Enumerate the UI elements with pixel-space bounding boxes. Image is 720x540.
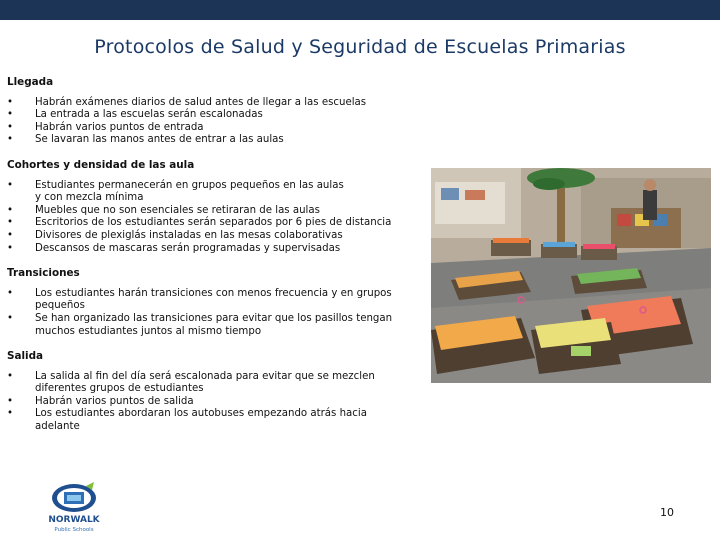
- list-item: • La salida al fin del día será escalonada para evitar que se mezclen diferentes grupos de estudiantes: [7, 371, 387, 396]
- list-item: • La entrada a las escuelas serán escalonadas: [7, 109, 412, 122]
- section-heading: Llegada: [7, 76, 54, 88]
- section-llegada: [7, 76, 412, 147]
- section-salida: [7, 350, 412, 434]
- classroom-photo: [431, 168, 711, 383]
- page-number: 10: [660, 506, 674, 519]
- svg-text:NORWALK: NORWALK: [48, 515, 100, 525]
- list-item: • Habrán varios puntos de salida: [7, 396, 387, 409]
- list-item: • Descansos de mascaras serán programadas y supervisadas: [7, 243, 352, 256]
- list-item: • Se han organizado las transiciones para evitar que los pasillos tengan muchos estudiantes juntos al mismo tiempo: [7, 313, 412, 338]
- norwalk-logo: [40, 478, 112, 536]
- bullet-list: [7, 371, 387, 434]
- slide-title: Protocolos de Salud y Seguridad de Escuelas Primarias: [94, 36, 626, 58]
- section-transiciones: [7, 267, 412, 338]
- list-item: • Habrán varios puntos de entrada: [7, 122, 412, 135]
- section-heading: Transiciones: [7, 267, 80, 280]
- section-heading: Salida: [7, 350, 44, 363]
- list-item: • Estudiantes permanecerán en grupos pequeños en las aulas y con mezcla mínima: [7, 180, 352, 205]
- list-item: • Divisores de plexiglás instaladas en las mesas colaborativas: [7, 230, 352, 243]
- list-item: • Muebles que no son esenciales se retiraran de las aulas: [7, 205, 352, 218]
- bullet-list: [7, 288, 412, 338]
- top-banner: [0, 0, 720, 20]
- section-heading: Cohortes y densidad de las aula: [7, 158, 195, 171]
- svg-text:Public Schools: Public Schools: [54, 527, 94, 533]
- section-cohortes: [7, 159, 412, 255]
- content-column: [7, 76, 412, 446]
- bullet-list: [7, 97, 412, 147]
- list-item: • Los estudiantes abordaran los autobuses empezando atrás hacia adelante: [7, 408, 380, 433]
- bullet-list: [7, 179, 392, 256]
- list-item: • Los estudiantes harán transiciones con menos frecuencia y en grupos pequeños: [7, 288, 412, 313]
- list-item: • Habrán exámenes diarios de salud antes de llegar a las escuelas: [7, 97, 412, 110]
- list-item: • Se lavaran las manos antes de entrar a las aulas: [7, 134, 412, 147]
- list-item: • Escritorios de los estudiantes serán separados por 6 pies de distancia: [7, 217, 415, 230]
